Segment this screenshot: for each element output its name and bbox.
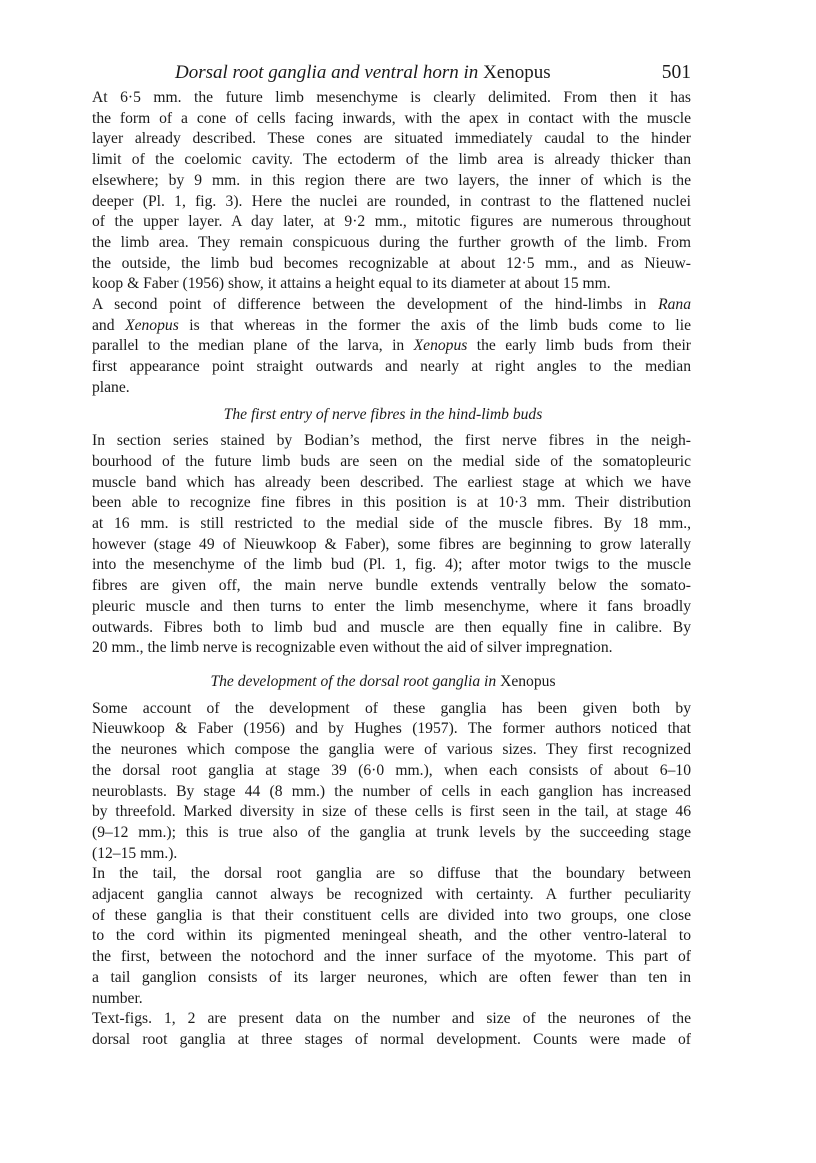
text-line: adjacent ganglia cannot always be recognized with certainty. A further peculiarity	[92, 886, 691, 904]
text-line: plane.	[92, 378, 130, 396]
genus-name: Rana	[658, 296, 691, 314]
text-line: limit of the coelomic cavity. The ectoderm of the limb area is already thicker than	[92, 151, 691, 169]
text-line: the neurones which compose the ganglia were of various sizes. They first recognized	[92, 741, 691, 759]
text-line: muscle band which has already been described. The earliest stage at which we have	[92, 473, 691, 491]
genus-name: Xenopus	[483, 62, 551, 83]
text-line: by threefold. Marked diversity in size of these cells is first seen in the tail, at stage 46	[92, 803, 691, 821]
text-line: of the upper layer. A day later, at 9·2 mm., mitotic figures are numerous throughout	[92, 213, 691, 231]
genus-name: Xenopus	[500, 672, 556, 690]
page-number: 501	[661, 62, 691, 83]
text-line: 20 mm., the limb nerve is recognizable even without the aid of silver impregnation.	[92, 639, 613, 657]
running-head-title: Dorsal root ganglia and ventral horn in Xenopus	[175, 62, 551, 83]
text-line: parallel to the median plane of the larva, in Xenopus the early limb buds from their	[92, 337, 692, 355]
text-line: however (stage 49 of Nieuwkoop & Faber), some fibres are beginning to grow laterally	[92, 535, 691, 553]
text-line: deeper (Pl. 1, fig. 3). Here the nuclei are rounded, in contrast to the flattened nuclei	[92, 192, 691, 210]
text-line: dorsal root ganglia at three stages of normal development. Counts were made of	[92, 1030, 691, 1048]
text-line: bourhood of the future limb buds are seen on the medial side of the somatopleuric	[92, 452, 691, 470]
text-line: to the cord within its pigmented meningeal sheath, and the other ventro-lateral to	[92, 927, 691, 945]
text-line: fibres are given off, the main nerve bundle extends ventrally below the somato-	[92, 577, 691, 595]
text-line: been able to recognize fine fibres in this position is at 10·3 mm. Their distribution	[92, 494, 691, 512]
journal-page	[75, 58, 691, 1051]
paragraph-text-figs	[75, 1009, 691, 1050]
genus-name: Xenopus	[125, 316, 179, 334]
text-line: Text-figs. 1, 2 are present data on the number and size of the neurones of the	[92, 1010, 691, 1028]
text-line: first appearance point straight outwards and nearly at right angles to the median	[92, 358, 691, 376]
text-line: (9–12 mm.); this is true also of the ganglia at trunk levels by the succeeding stage	[92, 823, 691, 841]
genus-name: Xenopus	[413, 337, 468, 355]
paragraph-rana-xenopus	[75, 295, 691, 399]
text-line: the form of a cone of cells facing inwards, with the apex in contact with the muscle	[92, 109, 691, 127]
section-heading-dorsal-root-ganglia: The development of the dorsal root ganglia in Xenopus	[210, 672, 556, 690]
text-line: number.	[92, 989, 143, 1007]
section-heading-nerve-fibres: The first entry of nerve fibres in the hind-limb buds	[223, 405, 543, 423]
text-line: koop & Faber (1956) show, it attains a height equal to its diameter at about 15 mm.	[92, 275, 611, 293]
text-line: a tail ganglion consists of its larger neurones, which are often fewer than ten in	[92, 968, 691, 986]
paragraph-tail-ganglia	[75, 864, 691, 1009]
text-line: the first, between the notochord and the inner surface of the myotome. This part of	[92, 948, 691, 966]
text-line: of these ganglia is that their constituent cells are divided into two groups, one close	[92, 906, 691, 924]
running-head	[75, 58, 691, 88]
text-line: the outside, the limb bud becomes recognizable at about 12·5 mm., and as Nieuw-	[92, 254, 691, 272]
text-line: and Xenopus is that whereas in the former the axis of the limb buds come to lie	[92, 316, 691, 334]
text-line: Nieuwkoop & Faber (1956) and by Hughes (1957). The former authors noticed that	[92, 720, 691, 738]
paragraph-nerve-fibres	[75, 431, 691, 659]
text-line: Some account of the development of these ganglia has been given both by	[92, 699, 691, 717]
text-line: pleuric muscle and then turns to enter the limb mesenchyme, where it fans broadly	[92, 597, 691, 615]
text-line: outwards. Fibres both to limb bud and muscle are then equally fine in calibre. By	[92, 618, 691, 636]
text-line: In the tail, the dorsal root ganglia are so diffuse that the boundary between	[92, 865, 691, 883]
text-line: elsewhere; by 9 mm. in this region there are two layers, the inner of which is the	[92, 171, 691, 189]
text-line: at 16 mm. is still restricted to the medial side of the muscle fibres. By 18 mm.,	[92, 515, 691, 533]
text-line: A second point of difference between the development of the hind-limbs in Rana	[92, 296, 691, 314]
text-line: neuroblasts. By stage 44 (8 mm.) the number of cells in each ganglion has increased	[92, 782, 691, 800]
text-line: the limb area. They remain conspicuous during the further growth of the limb. From	[92, 233, 691, 251]
text-line: At 6·5 mm. the future limb mesenchyme is clearly delimited. From then it has	[92, 89, 691, 106]
paragraph-limb-mesenchyme	[75, 88, 691, 295]
text-line: into the mesenchyme of the limb bud (Pl. 1, fig. 4); after motor twigs to the muscle	[92, 556, 691, 574]
text-line: (12–15 mm.).	[92, 844, 178, 862]
text-line: the dorsal root ganglia at stage 39 (6·0 mm.), when each consists of about 6–10	[92, 761, 691, 779]
text-line: layer already described. These cones are situated immediately caudal to the hinder	[92, 130, 691, 148]
paragraph-ganglia-development	[75, 699, 691, 865]
text-line: In section series stained by Bodian’s method, the first nerve fibres in the neigh-	[92, 432, 691, 450]
